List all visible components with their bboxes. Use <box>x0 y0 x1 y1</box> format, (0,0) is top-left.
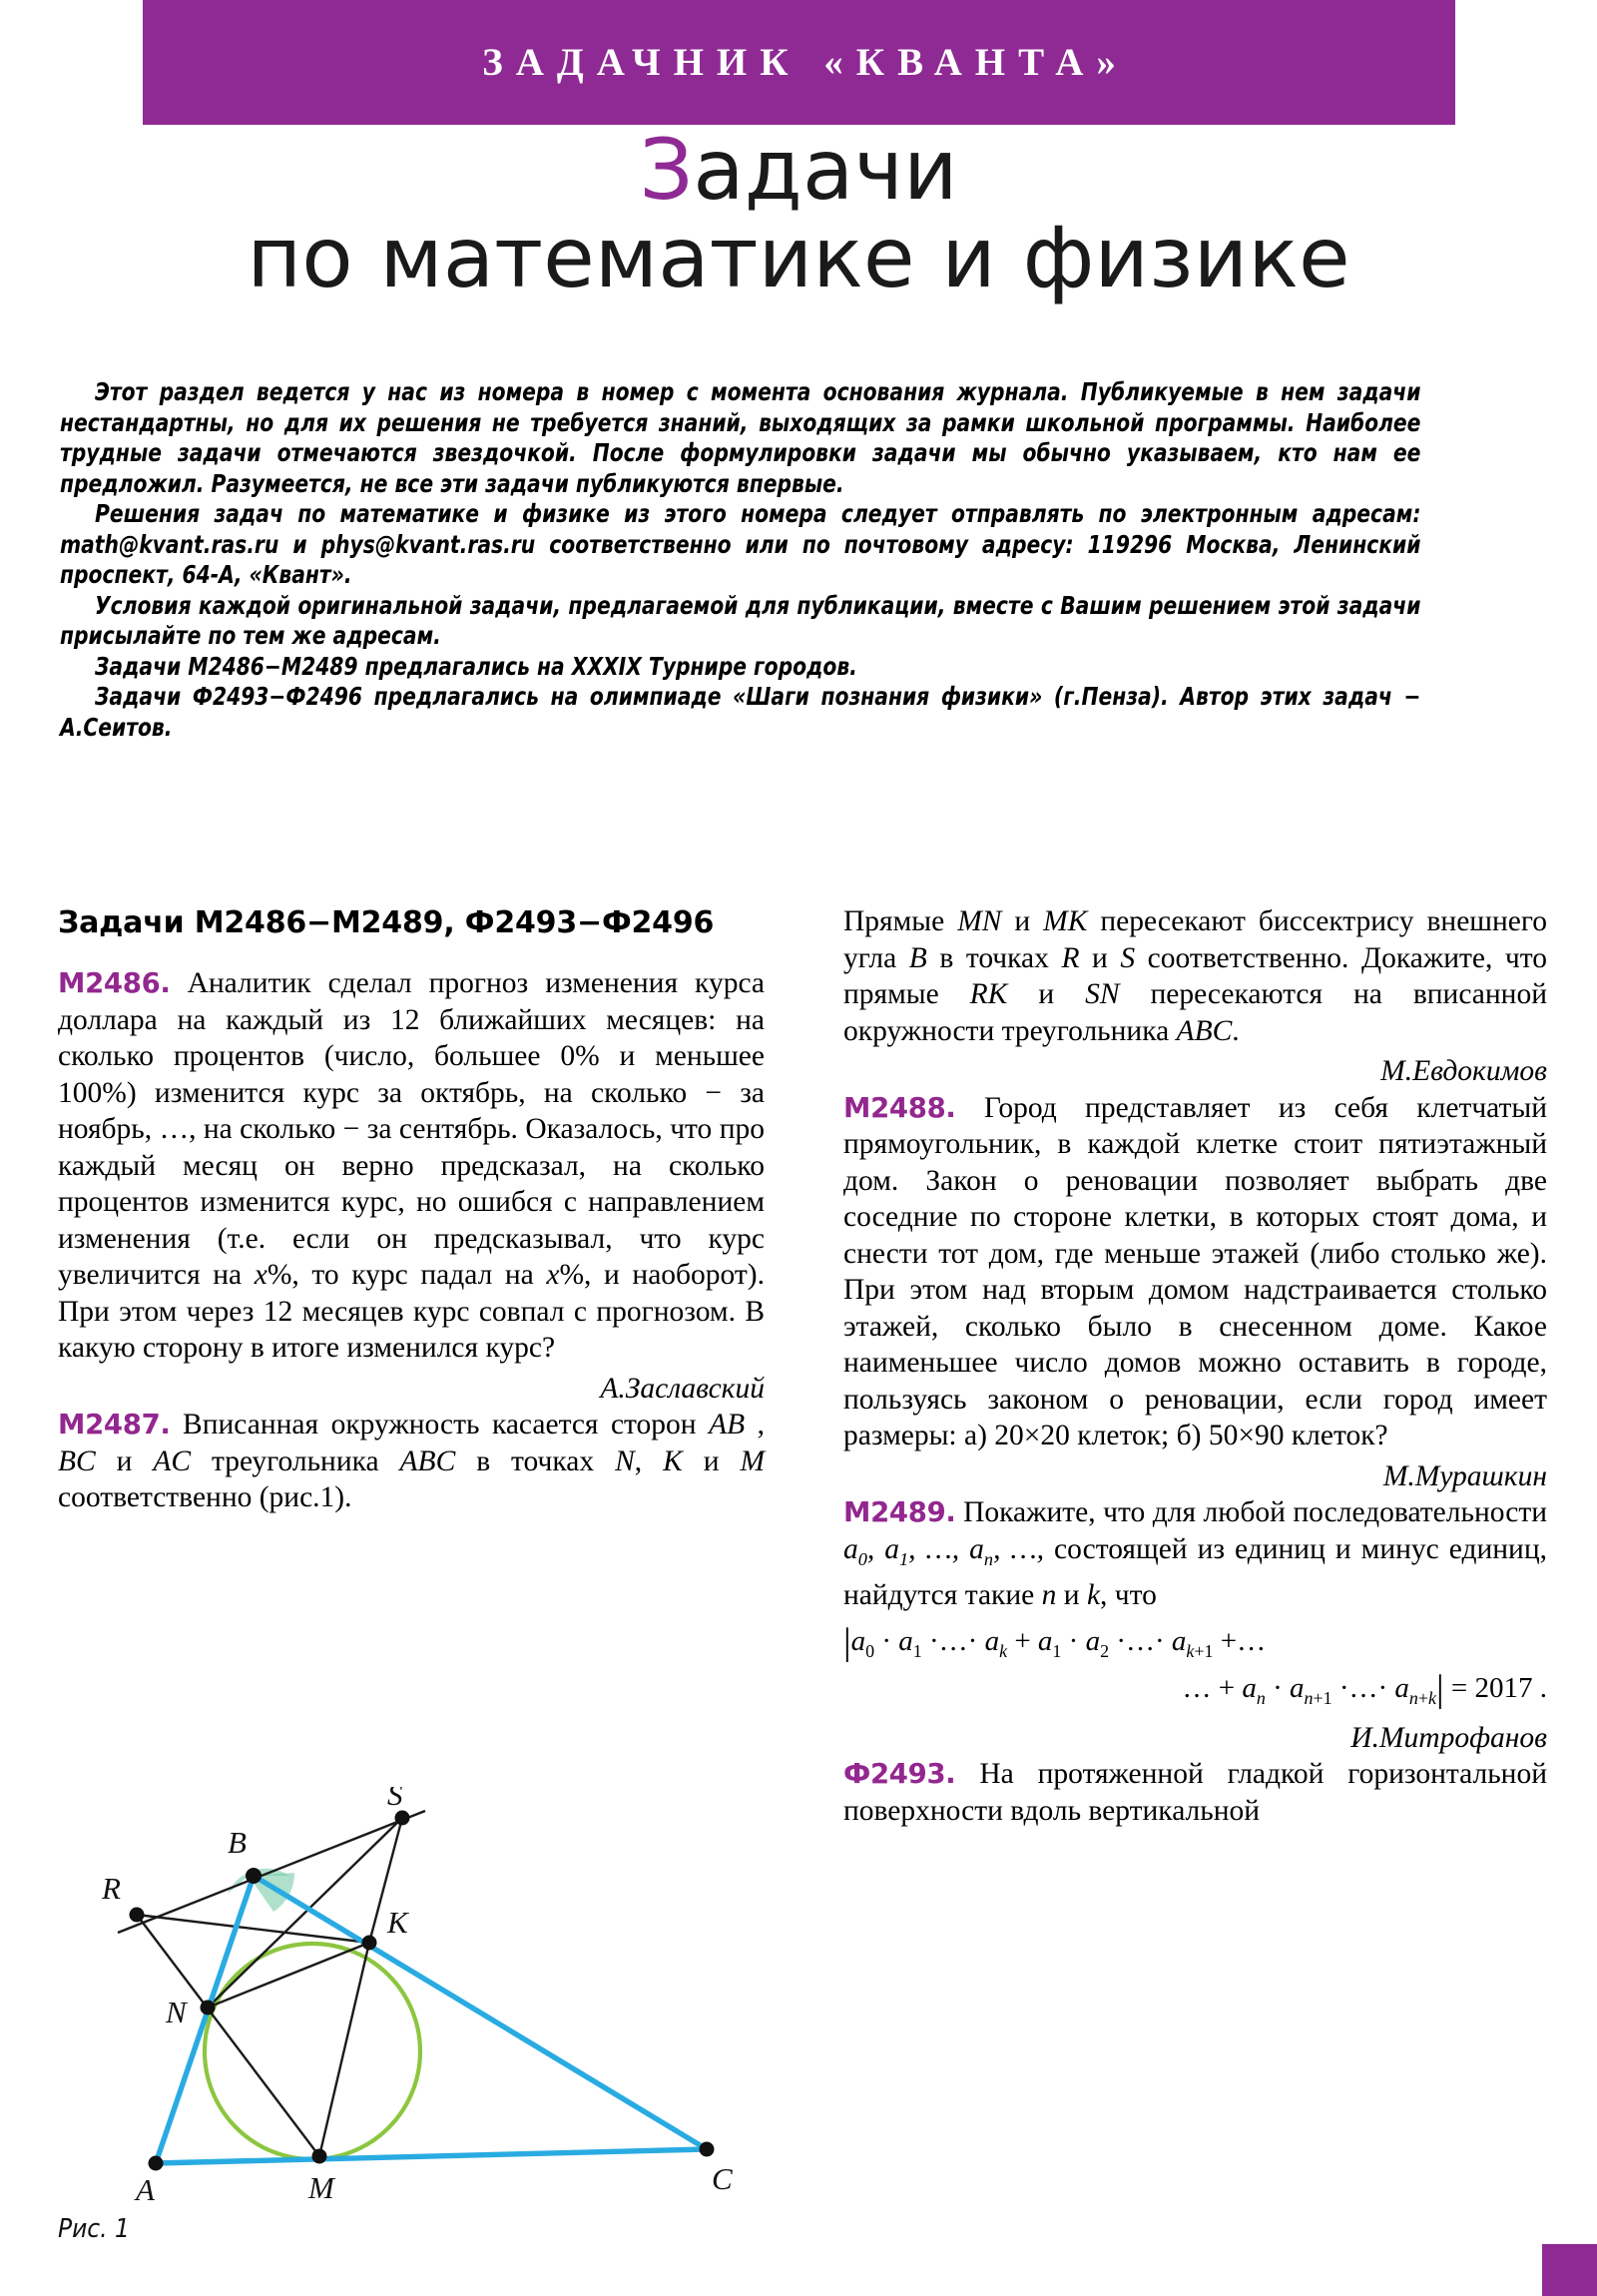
m2487-cont2: и <box>1001 905 1044 937</box>
m2487-cont3: пересекают биссектрису внешнего угла <box>843 905 1547 974</box>
problem-m2489-t3: и <box>1056 1578 1087 1611</box>
problem-number-m2486: М2486. <box>58 967 171 999</box>
problem-m2486-text-a: Аналитик сделал прогноз изменения курса доллара на каждый из 12 ближайших месяцев: на сколько процентов (число, большее 0% и меньшее 100%) изменится курс за октябрь, на сколько − за ноябрь, …, на сколько − за сентябрь. Оказалось, что про каждый месяц он верно предсказал, на сколько процентов изменится курс, но ошибся с направлением изменения (т.е. если он предсказывал, что курс увеличится на <box>58 967 765 1291</box>
problem-m2488-t2: клеток; б) <box>1069 1420 1209 1451</box>
problem-number-f2493: Ф2493. <box>843 1758 956 1791</box>
m2487-cont5: и <box>1079 941 1121 974</box>
problem-m2488-t1: Город представляет из себя клетчатый прямоугольник, в каждой клетке стоит пятиэтажный дом. Закон о реновации позволяет выбрать две соседние по стороне клетки, в которых стоят дома, и снести тот дом, где меньше этажей (либо столько же). При этом над вторым домом надстраивается столько этажей, сколько было в снесенном доме. Какое наименьшее число домов можно оставить в городе, пользуясь законом о реновации, если город имеет размеры: а) <box>843 1091 1547 1451</box>
section-heading: Задачи М2486−М2489, Ф2493−Ф2496 <box>58 905 715 940</box>
problem-m2487-t5: в точках <box>455 1444 616 1477</box>
label-sn: SN <box>1085 978 1120 1010</box>
problem-m2486-text-c: %, и наоборот). При этом через 12 месяцев курс совпал с прогнозом. В какую сторону в итоге изменился курс? <box>58 1259 766 1364</box>
label-abc2: ABC <box>1176 1014 1233 1047</box>
problem-m2486 <box>58 965 765 1367</box>
problem-m2489 <box>843 1494 1547 1613</box>
problem-m2489-sequence: $a_0$, $a_1$, …, $a_n$, …, <box>843 1532 1045 1569</box>
page-title-line2: по математике и физике <box>247 209 1350 306</box>
problem-m2487-t3: и <box>95 1444 154 1477</box>
figure-label-A: A <box>136 2172 155 2207</box>
figure-label-B: B <box>228 1825 247 1860</box>
problem-m2487-t8: соответственно (рис.1). <box>58 1481 352 1513</box>
right-column <box>843 903 1547 1829</box>
problem-m2488 <box>843 1090 1547 1454</box>
intro-block <box>60 377 1420 743</box>
problem-m2487-t2: , <box>745 1409 765 1440</box>
figure-caption: Рис. 1 <box>58 2214 130 2244</box>
label-mn: MN <box>957 905 1002 937</box>
figure-label-K: K <box>387 1905 408 1940</box>
problem-m2488-size-a: 20×20 <box>994 1420 1070 1451</box>
problem-m2487-t7: и <box>682 1444 741 1477</box>
m2487-cont1: Прямые <box>843 905 958 937</box>
figure-label-R: R <box>102 1871 121 1906</box>
figure-1-svg <box>58 1787 767 2216</box>
left-column <box>58 903 765 1516</box>
label-m: M <box>740 1444 766 1477</box>
section-banner <box>143 0 1455 125</box>
problem-f2493-t1: На протяженной гладкой горизонтальной поверхности вдоль вертикальной <box>843 1758 1548 1827</box>
label-ab: AB <box>709 1409 746 1440</box>
label-k: K <box>663 1444 683 1477</box>
problem-number-m2488: М2488. <box>843 1091 956 1124</box>
problem-m2488-author: М.Мурашкин <box>1382 1459 1547 1492</box>
figure-labels <box>101 1787 733 2207</box>
label-ac: AC <box>153 1444 192 1477</box>
problem-m2489-author: И.Митрофанов <box>1350 1721 1547 1754</box>
problem-m2489-t1: Покажите, что для любой последовательности <box>963 1496 1547 1528</box>
page-title-line1 <box>0 121 1597 219</box>
formula-line-2: … + $a_n \cdot a_{n+1}$ ·…· $a_{n+k}| = 2017$ . <box>1182 1667 1547 1710</box>
incircle <box>205 1944 420 2159</box>
problem-m2488-t3: клеток? <box>1284 1420 1388 1451</box>
label-rk: RK <box>969 978 1008 1010</box>
label-r: R <box>1061 941 1080 974</box>
triangle-abc <box>156 1876 707 2163</box>
m2487-cont6: соответственно. Докажите, что прямые <box>843 941 1548 1010</box>
page-title <box>0 121 1597 306</box>
label-mk: MK <box>1043 905 1088 937</box>
m2487-cont4: в точках <box>926 941 1062 974</box>
problem-m2489-t2: состоящей из единиц и минус единиц, найдутся такие <box>843 1532 1548 1611</box>
construction-lines <box>118 1811 425 2156</box>
intro-paragraph-1: Этот раздел ведется у нас из номера в номер с момента основания журнала. Публикуемые в нем задачи нестандартны, но для их решения не требуется знаний, выходящих за рамки школьной программы. Наиболее трудные задачи отмечаются звездочкой. После формулировки задачи мы обычно указываем, кто нам ее предложил. Разумеется, не все эти задачи публикуются впервые. <box>60 377 1421 498</box>
page-corner-mark <box>1542 2244 1597 2296</box>
label-abc: ABC <box>399 1444 456 1477</box>
problem-m2487-author: М.Евдокимов <box>1380 1055 1547 1087</box>
problem-m2489-v1: n <box>1041 1578 1057 1611</box>
m2487-cont7: и <box>1007 978 1086 1010</box>
figure-label-C: C <box>712 2161 733 2196</box>
intro-paragraph-2: Решения задач по математике и физике из этого номера следует отправлять по электронным адресам: math@kvant.ras.ru и phys@kvant.ras.ru соответственно или по почтовому адресу: 119296 Москва, Ленинский проспект, 64-А, «Квант». <box>60 499 1421 589</box>
problem-f2493 <box>843 1756 1547 1829</box>
figure-label-N: N <box>166 1995 187 2029</box>
intro-paragraph-5: Задачи Ф2493−Ф2496 предлагались на олимпиаде «Шаги познания физики» (г.Пенза). Автор этих задач − А.Сеитов. <box>60 682 1421 742</box>
problem-m2487 <box>58 1407 765 1516</box>
problem-m2487-t6: , <box>634 1444 664 1477</box>
problem-number-m2487: М2487. <box>58 1409 171 1440</box>
label-bc: BC <box>58 1444 96 1477</box>
problem-m2489-v2: k <box>1086 1578 1101 1611</box>
label-b: B <box>908 941 927 974</box>
m2487-cont9: . <box>1232 1014 1240 1047</box>
problem-m2486-var2: x <box>546 1259 560 1291</box>
problem-m2488-size-b: 50×90 <box>1208 1420 1285 1451</box>
intro-paragraph-4: Задачи М2486−М2489 предлагались на XXXIX Турнире городов. <box>94 651 857 681</box>
m2487-cont8: пересекаются на вписанной окружности треугольника <box>843 978 1547 1047</box>
formula-line-1: $|a_0 \cdot a_1$ ·…· $a_k + a_1 \cdot a_2$ ·…· $a_{k+1}$ +… <box>843 1621 1267 1664</box>
problem-m2486-text-b: %, то курс падал на <box>266 1259 547 1291</box>
problem-m2486-var1: x <box>254 1259 267 1291</box>
problem-m2489-formula <box>843 1623 1547 1716</box>
problem-number-m2489: М2489. <box>843 1496 956 1528</box>
figure-label-S: S <box>387 1787 403 1812</box>
formula-result: 2017 <box>1474 1671 1533 1704</box>
label-n: N <box>615 1444 635 1477</box>
problem-m2486-author: А.Заславский <box>600 1372 765 1405</box>
problem-m2487-t1: Вписанная окружность касается сторон <box>183 1409 710 1440</box>
title-rest: адачи <box>693 121 958 219</box>
figure-label-M: M <box>308 2170 334 2205</box>
label-s: S <box>1120 941 1136 974</box>
figure-1 <box>58 1787 767 2216</box>
title-initial: З <box>639 121 694 219</box>
problem-m2487-continued <box>843 903 1547 1049</box>
intro-paragraph-3: Условия каждой оригинальной задачи, предлагаемой для публикации, вместе с Вашим решением этой задачи присылайте по тем же адресам. <box>60 590 1421 650</box>
problem-m2489-t4: , что <box>1100 1578 1157 1611</box>
problem-m2487-t4: треугольника <box>191 1444 400 1477</box>
banner-title: ЗАДАЧНИК «КВАНТА» <box>482 41 1129 84</box>
